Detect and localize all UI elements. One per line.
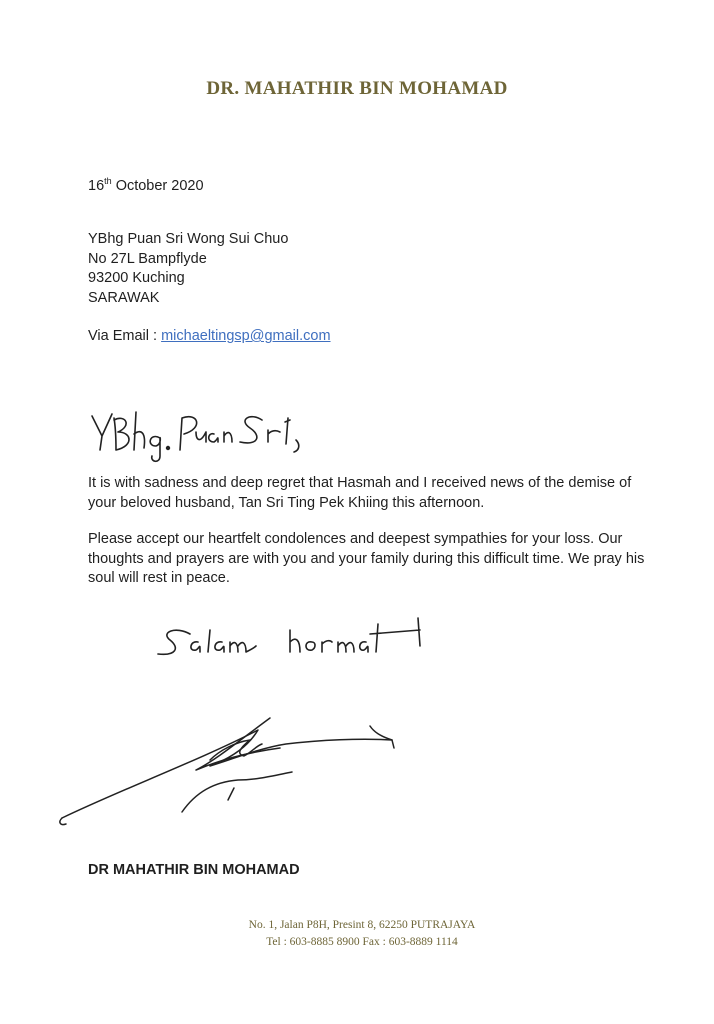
handwritten-salutation bbox=[92, 412, 299, 461]
footer-address: No. 1, Jalan P8H, Presint 8, 62250 PUTRAJAYA bbox=[248, 919, 476, 931]
letterhead-title: DR. MAHATHIR BIN MOHAMAD bbox=[206, 78, 508, 99]
email-link[interactable]: michaeltingsp@gmail.com bbox=[161, 328, 331, 344]
body-paragraph-2: Please accept our heartfelt condolences and deepest sympathies for your loss. Our thoughts and prayers are with you and your family during this difficult time. We pray his soul will rest in peace. bbox=[88, 531, 645, 586]
recipient-line: No 27L Bampflyde bbox=[88, 250, 207, 267]
recipient-line: SARAWAK bbox=[88, 289, 160, 306]
date-suffix: th bbox=[104, 176, 112, 186]
recipient-line: 93200 Kuching bbox=[88, 270, 185, 286]
footer bbox=[222, 917, 502, 951]
via-label: Via Email : bbox=[88, 328, 158, 344]
body-paragraph-1: It is with sadness and deep regret that Hasmah and I received news of the demise of your beloved husband, Tan Sri Ting Pek Khiing this afternoon. bbox=[88, 475, 632, 511]
date-day: 16 bbox=[88, 177, 105, 194]
signer-name: DR MAHATHIR BIN MOHAMAD bbox=[88, 862, 300, 878]
footer-contact: Tel : 603-8885 8900 Fax : 603-8889 1114 bbox=[266, 936, 458, 948]
recipient-line: YBhg Puan Sri Wong Sui Chuo bbox=[88, 231, 289, 247]
signature bbox=[60, 718, 394, 825]
handwritten-closing bbox=[158, 618, 420, 654]
date-rest: October 2020 bbox=[115, 177, 204, 194]
